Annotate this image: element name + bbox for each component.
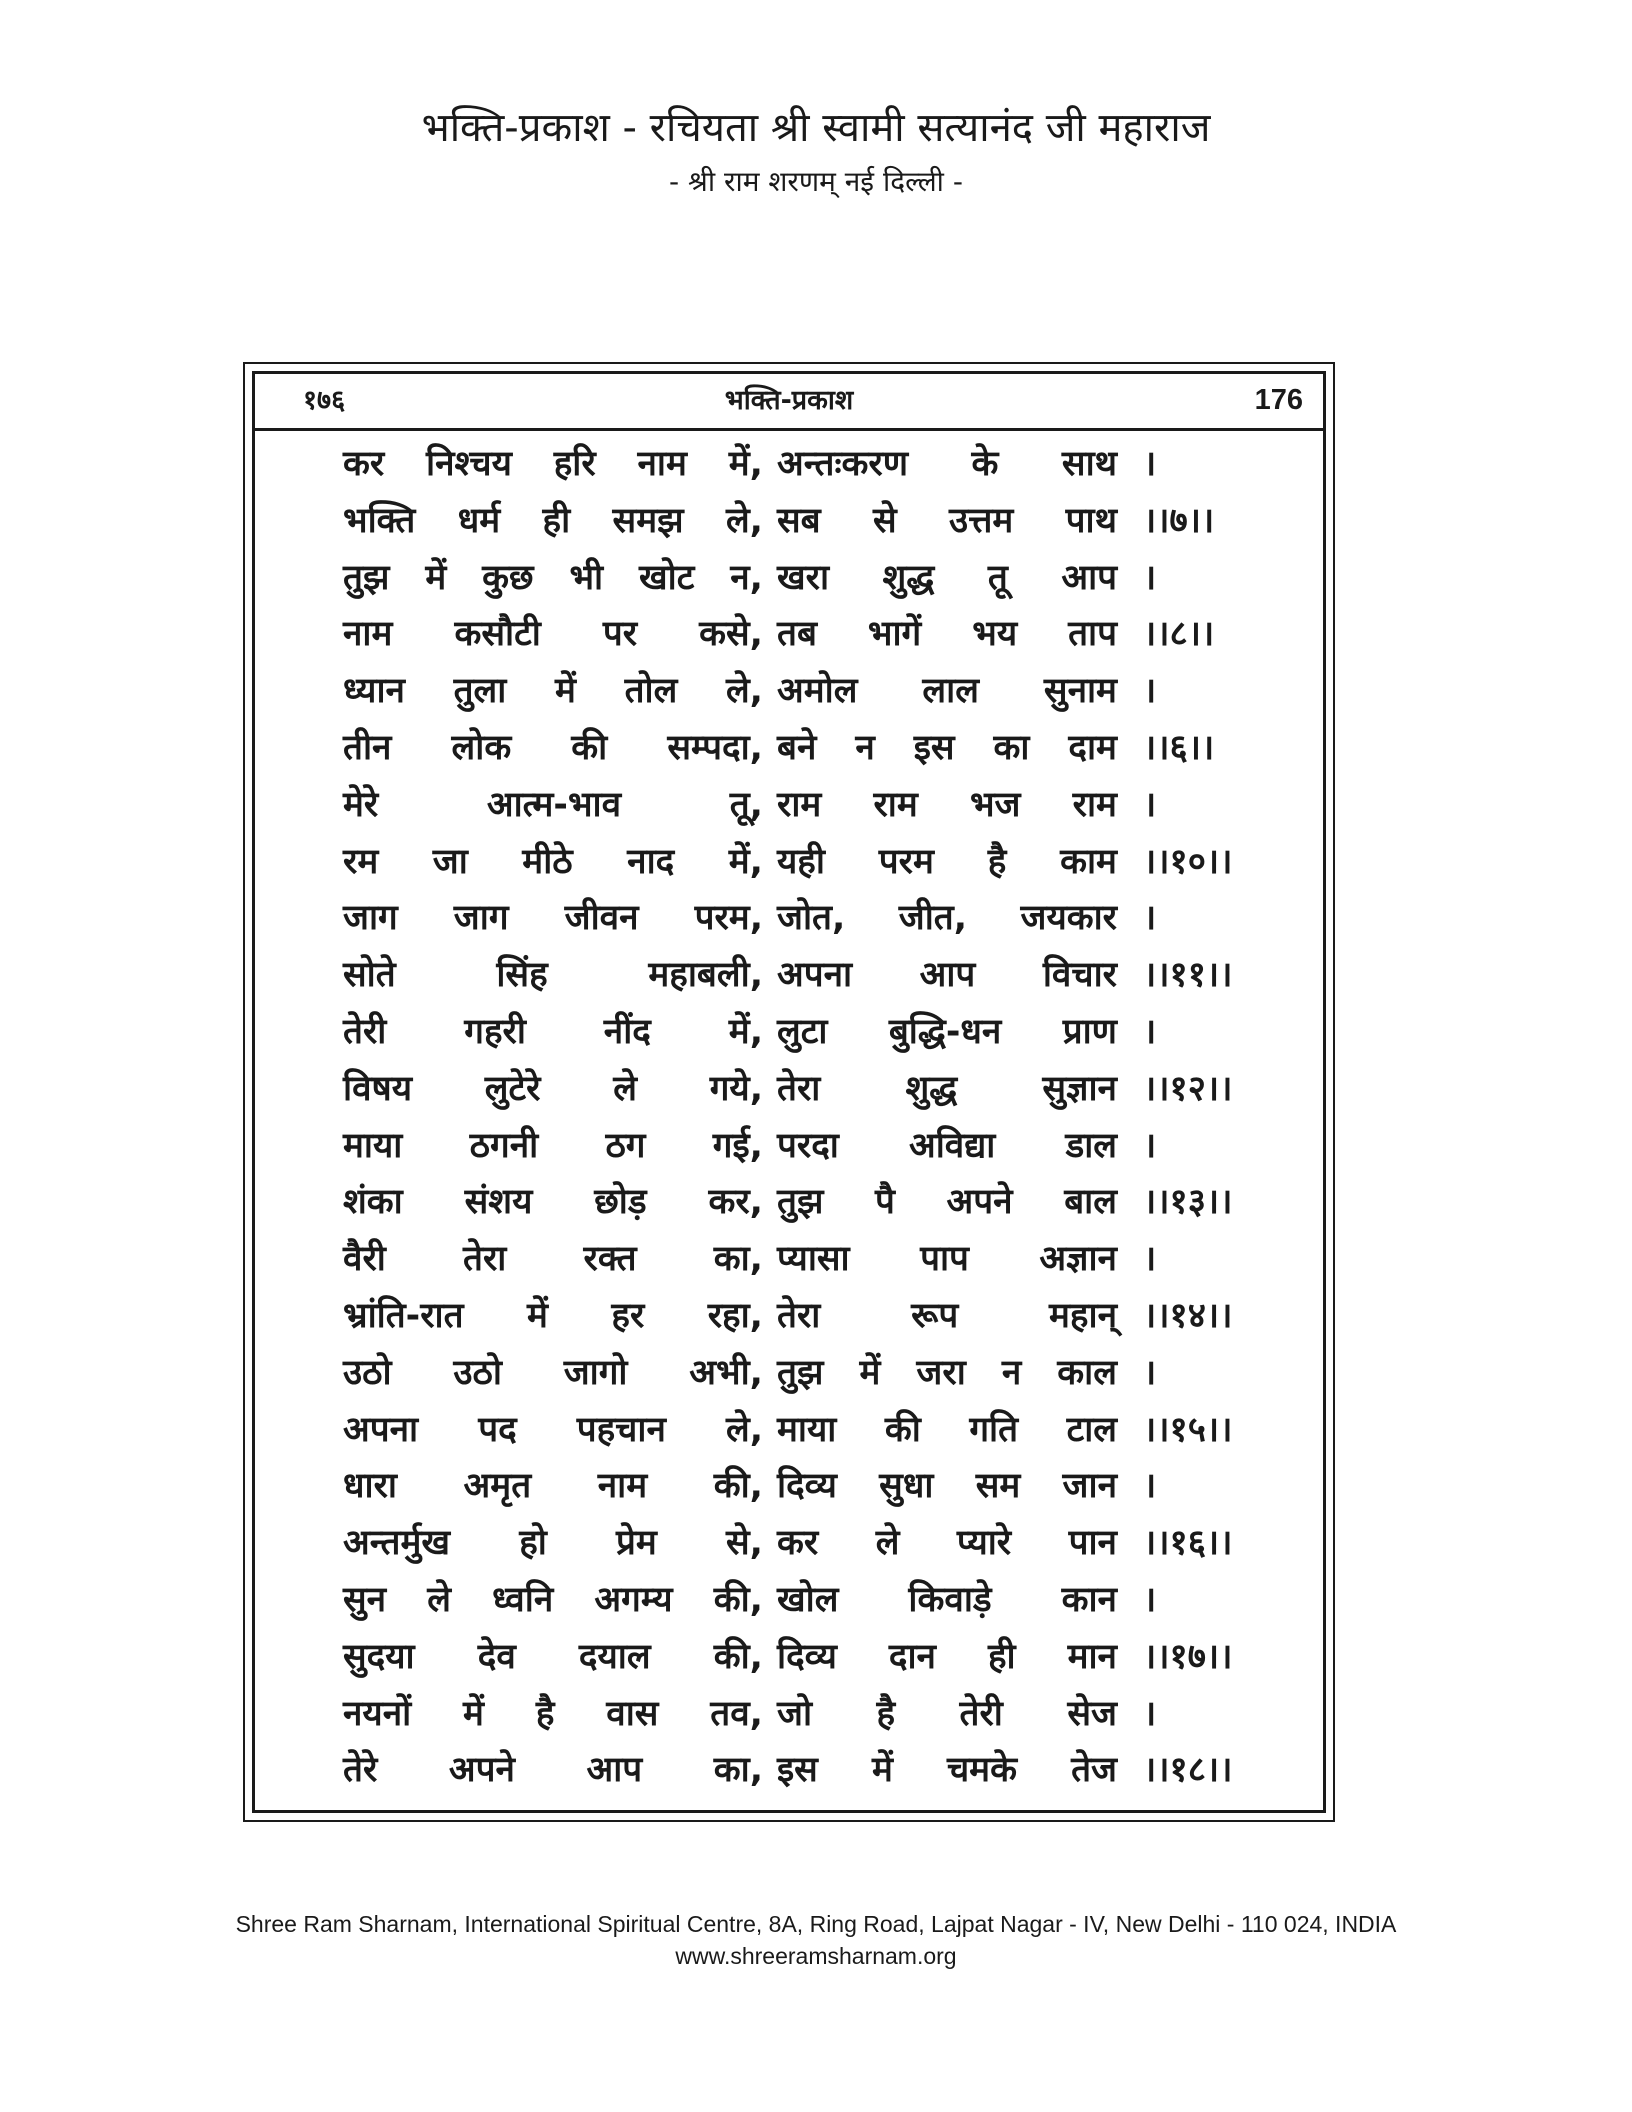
verse-number: ।।७।।: [1143, 500, 1215, 541]
verse-number: ।: [1143, 1579, 1157, 1620]
page-header-bar: [255, 374, 1323, 431]
verse-first-half: अन्तर्मुख हो प्रेम से,: [343, 1523, 763, 1564]
verse-first-half: तेरे अपने आप का,: [343, 1750, 763, 1791]
verse-number: ।: [1143, 1239, 1157, 1280]
verse-second-half: खोल किवाड़े कान: [777, 1579, 1117, 1620]
running-title: भक्ति-प्रकाश: [724, 385, 854, 416]
verse-first-half: नाम कसौटी पर कसे,: [343, 614, 763, 655]
verse-line: [343, 1402, 1263, 1459]
verse-number: ।।१२।।: [1143, 1068, 1233, 1109]
verse-line: [343, 1231, 1263, 1288]
verse-line: [343, 606, 1263, 663]
verse-line: [343, 1458, 1263, 1515]
verse-line: [343, 493, 1263, 550]
page-frame-inner: [252, 371, 1326, 1813]
verse-first-half: ध्यान तुला में तोल ले,: [343, 671, 763, 712]
verse-number: ।।८।।: [1143, 614, 1215, 655]
verse-first-half: तीन लोक की सम्पदा,: [343, 727, 763, 768]
verse-second-half: परदा अविद्या डाल: [777, 1125, 1117, 1166]
verse-number: ।: [1143, 444, 1157, 484]
verse-second-half: बने न इस का दाम: [777, 727, 1117, 768]
verse-second-half: तुझ में जरा न काल: [777, 1352, 1117, 1393]
verse-second-half: अन्तःकरण के साथ: [777, 444, 1117, 484]
verse-first-half: माया ठगनी ठग गई,: [343, 1125, 763, 1166]
verse-line: [343, 1061, 1263, 1118]
verse-second-half: इस में चमके तेज: [777, 1750, 1117, 1791]
document-subtitle: - श्री राम शरणम् नई दिल्ली -: [669, 165, 963, 198]
verse-line: [343, 1515, 1263, 1572]
verse-number: ।: [1143, 1352, 1157, 1393]
verse-number: ।: [1143, 898, 1157, 939]
verse-second-half: अमोल लाल सुनाम: [777, 671, 1117, 712]
verse-line: [343, 1572, 1263, 1629]
verse-second-half: कर ले प्यारे पान: [777, 1523, 1117, 1564]
verse-second-half: तेरा रूप महान्: [777, 1295, 1117, 1336]
verse-line: [343, 1629, 1263, 1686]
verse-line: [343, 1118, 1263, 1175]
verse-first-half: धारा अमृत नाम की,: [343, 1466, 763, 1507]
verse-line: [343, 1686, 1263, 1743]
verse-first-half: वैरी तेरा रक्त का,: [343, 1239, 763, 1280]
verse-first-half: जाग जाग जीवन परम,: [343, 898, 763, 939]
verse-line: [343, 1345, 1263, 1402]
verse-number: ।।१८।।: [1143, 1750, 1233, 1791]
verse-second-half: राम राम भज राम: [777, 784, 1117, 825]
verse-list: [343, 436, 1263, 1799]
verse-line: [343, 1004, 1263, 1061]
verse-first-half: मेरे आत्म-भाव तू,: [343, 784, 763, 825]
verse-number: ।।११।।: [1143, 955, 1233, 996]
verse-line: [343, 1174, 1263, 1231]
verse-number: ।।१४।।: [1143, 1295, 1233, 1336]
verse-first-half: भक्ति धर्म ही समझ ले,: [343, 500, 763, 541]
verse-line: [343, 947, 1263, 1004]
verse-line: [343, 1288, 1263, 1345]
verse-first-half: उठो उठो जागो अभी,: [343, 1352, 763, 1393]
verse-number: ।।१०।।: [1143, 841, 1233, 882]
verse-line: [343, 663, 1263, 720]
verse-number: ।: [1143, 1466, 1157, 1507]
verse-line: [343, 720, 1263, 777]
verse-number: ।।१६।।: [1143, 1523, 1233, 1564]
verse-first-half: कर निश्चय हरि नाम में,: [343, 444, 763, 484]
verse-second-half: दिव्य दान ही मान: [777, 1636, 1117, 1677]
verse-first-half: रम जा मीठे नाद में,: [343, 841, 763, 882]
verse-number: ।।१५।।: [1143, 1409, 1233, 1450]
verse-number: ।।१३।।: [1143, 1182, 1233, 1223]
verse-second-half: जोत, जीत, जयकार: [777, 898, 1117, 939]
verse-first-half: तेरी गहरी नींद में,: [343, 1011, 763, 1052]
verse-number: ।।१७।।: [1143, 1636, 1233, 1677]
page-number-devanagari: १७६: [303, 385, 346, 416]
verse-second-half: माया की गति टाल: [777, 1409, 1117, 1450]
verse-first-half: तुझ में कुछ भी खोट न,: [343, 557, 763, 598]
verse-second-half: यही परम है काम: [777, 841, 1117, 882]
verse-first-half: सुन ले ध्वनि अगम्य की,: [343, 1579, 763, 1620]
verse-line: [343, 890, 1263, 947]
document-title: भक्ति-प्रकाश - रचियता श्री स्वामी सत्यानंद जी महाराज: [421, 105, 1211, 151]
verse-line: [343, 1742, 1263, 1799]
verse-second-half: तब भागें भय ताप: [777, 614, 1117, 655]
verse-number: ।: [1143, 784, 1157, 825]
verse-second-half: दिव्य सुधा सम जान: [777, 1466, 1117, 1507]
footer-website[interactable]: www.shreeramsharnam.org: [675, 1943, 957, 1969]
page-frame: [243, 362, 1335, 1822]
verse-second-half: लुटा बुद्धि-धन प्राण: [777, 1011, 1117, 1052]
verse-number: ।: [1143, 1125, 1157, 1166]
verse-first-half: शंका संशय छोड़ कर,: [343, 1182, 763, 1223]
verse-first-half: विषय लुटेरे ले गये,: [343, 1068, 763, 1109]
verse-second-half: तुझ पै अपने बाल: [777, 1182, 1117, 1223]
verse-line: [343, 834, 1263, 891]
verse-first-half: अपना पद पहचान ले,: [343, 1409, 763, 1450]
page-number-arabic: 176: [1254, 384, 1303, 416]
footer-address: Shree Ram Sharnam, International Spiritual Centre, 8A, Ring Road, Lajpat Nagar - IV, New Delhi - 110 024, INDIA: [235, 1911, 1397, 1937]
verse-number: ।: [1143, 1693, 1157, 1734]
verse-line: [343, 436, 1263, 493]
verse-second-half: प्यासा पाप अज्ञान: [777, 1239, 1117, 1280]
verse-second-half: खरा शुद्ध तू आप: [777, 557, 1117, 598]
verse-line: [343, 777, 1263, 834]
verse-second-half: अपना आप विचार: [777, 955, 1117, 996]
verse-second-half: जो है तेरी सेज: [777, 1693, 1117, 1734]
verse-line: [343, 550, 1263, 607]
verse-first-half: भ्रांति-रात में हर रहा,: [343, 1295, 763, 1336]
verse-first-half: सुदया देव दयाल की,: [343, 1636, 763, 1677]
verse-number: ।।६।।: [1143, 727, 1215, 768]
verse-number: ।: [1143, 1011, 1157, 1052]
verse-number: ।: [1143, 671, 1157, 712]
verse-first-half: सोते सिंह महाबली,: [343, 955, 763, 996]
verse-first-half: नयनों में है वास तव,: [343, 1693, 763, 1734]
verse-second-half: सब से उत्तम पाथ: [777, 500, 1117, 541]
verse-number: ।: [1143, 557, 1157, 598]
verse-second-half: तेरा शुद्ध सुज्ञान: [777, 1068, 1117, 1109]
